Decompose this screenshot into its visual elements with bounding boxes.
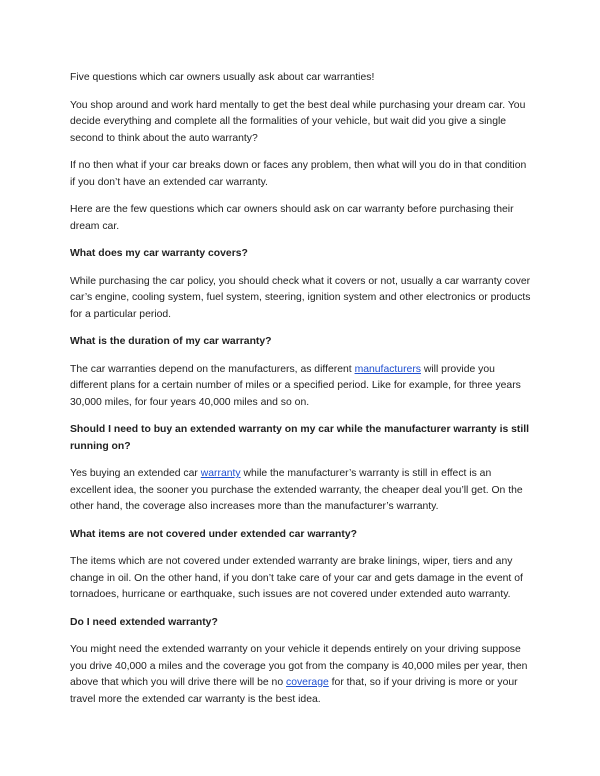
paragraph-extended-while-running	[70, 466, 532, 516]
text-segment: for that, so if your driving is more or your travel more the extended car warranty is the best idea.	[70, 677, 518, 705]
intro-paragraph: Five questions which car owners usually ask about car warranties!	[70, 72, 375, 83]
paragraph-warranty-duration	[70, 362, 532, 412]
link-coverage[interactable]: coverage	[286, 677, 329, 688]
heading-warranty-duration: What is the duration of my car warranty?	[70, 336, 272, 347]
paragraph-questions-intro: Here are the few questions which car owners should ask on car warranty before purchasing their dream car.	[70, 204, 514, 232]
text-segment: Yes buying an extended car	[70, 468, 201, 479]
text-segment: will provide you different plans for a certain number of miles or a specified period. Like for example, for three years 30,000 miles, for four years 40,000 miles and so on.	[70, 363, 521, 408]
paragraph-need-extended-warranty	[70, 642, 532, 708]
heading-warranty-covers: What does my car warranty covers?	[70, 248, 248, 259]
paragraph-dream-car: You shop around and work hard mentally to get the best deal while purchasing your dream car. You decide everything and complete all the formalities of your vehicle, but wait did you give a single second to think about the auto warranty?	[70, 99, 526, 144]
paragraph-warranty-covers: While purchasing the car policy, you should check what it covers or not, usually a car warranty cover car’s engine, cooling system, fuel system, steering, ignition system and other electronics or products for a particular period.	[70, 275, 531, 320]
paragraph-items-not-covered: The items which are not covered under extended warranty are brake linings, wiper, tiers and any change in oil. On the other hand, if you don’t take care of your car and gets damage in the event of tornadoes, hurricane or earthquake, such issues are not covered under extended auto warranty.	[70, 556, 523, 600]
link-warranty[interactable]: warranty	[200, 468, 241, 479]
text-segment: You might need the extended warranty on your vehicle it depends entirely on your driving suppose you drive 40,000 a miles and the coverage you got from the company is 40,000 miles per year, then above that which you will drive there will be no	[70, 644, 528, 688]
heading-extended-while-running: Should I need to buy an extended warranty on my car while the manufacturer warranty is still running on?	[70, 424, 530, 452]
heading-items-not-covered: What items are not covered under extended car warranty?	[70, 528, 357, 540]
heading-need-extended-warranty: Do I need extended warranty?	[70, 616, 218, 628]
text-segment: The car warranties depend on the manufacturers, as different	[70, 363, 355, 375]
paragraph-breakdown: If no then what if your car breaks down or faces any problem, then what will you do in that condition if you don’t have an extended car warranty.	[70, 160, 527, 188]
link-manufacturers[interactable]: manufacturers	[354, 363, 421, 375]
text-segment: while the manufacturer’s warranty is still in effect is an excellent idea, the sooner you purchase the extended warranty, the cheaper deal you’ll get. On the other hand, the coverage also increases more than the manufacturer’s warranty.	[70, 468, 523, 512]
